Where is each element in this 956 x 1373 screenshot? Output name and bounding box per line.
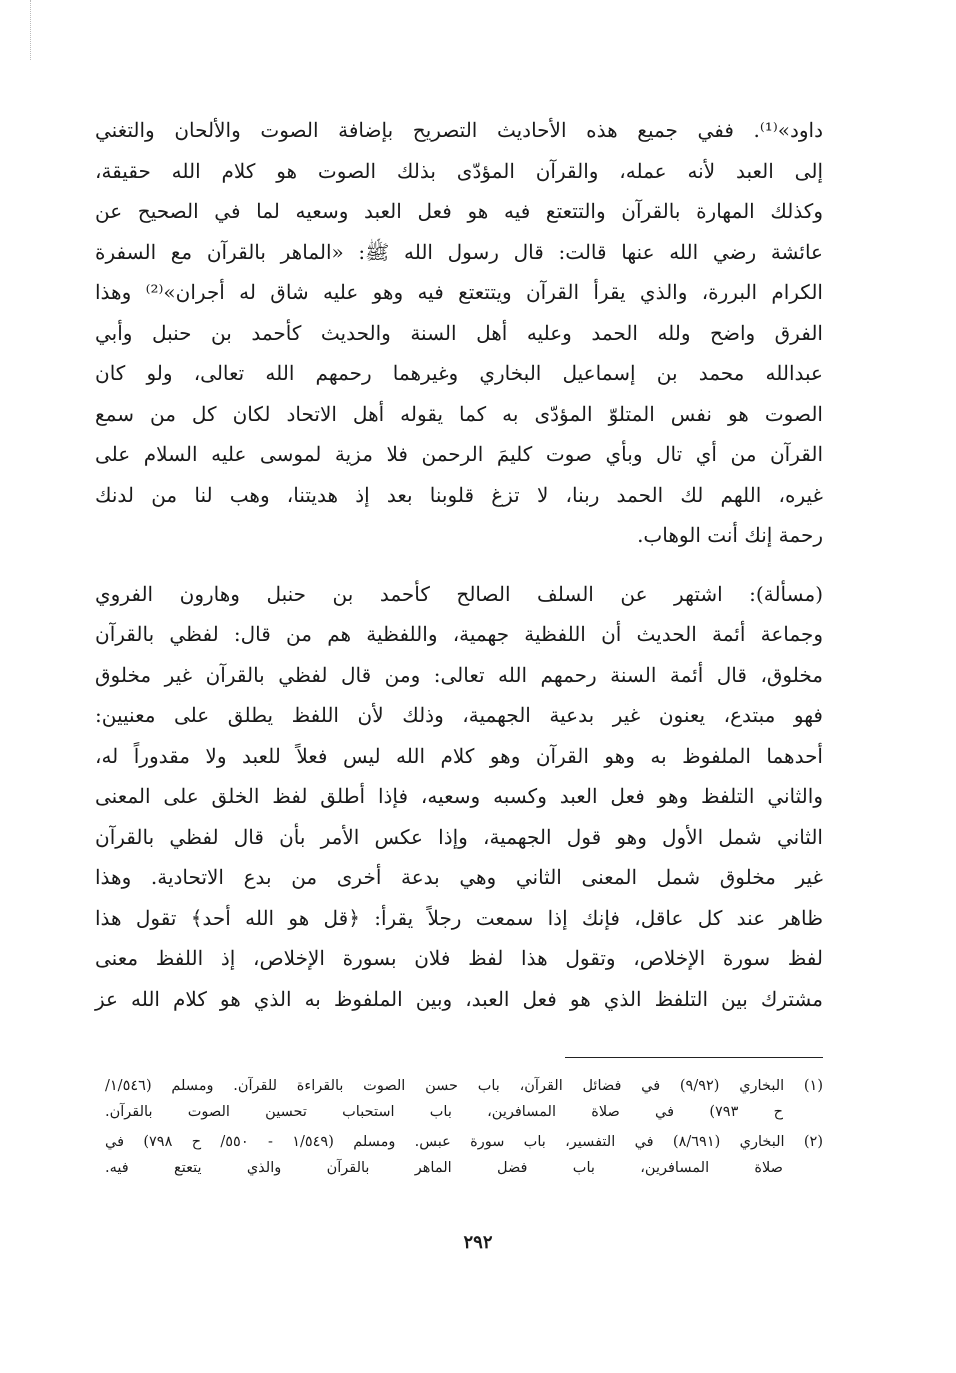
text-line: مشترك بين التلفظ الذي هو فعل العبد، وبين الملفوظ به الذي هو كلام الله عز — [95, 986, 823, 1011]
footnote-2 — [105, 1129, 823, 1181]
text-line: (مسألة): اشتهر عن السلف الصالح كأحمد بن حنبل وهارون الفروي — [95, 581, 823, 606]
text-line: غيره، اللهم لك الحمد ربنا، لا تزغ قلوبنا بعد إذ هديتنا، وهب لنا من لدنك — [95, 482, 823, 507]
footnote-line: (٢) البخاري (٨/٦٩١) في التفسير، باب سورة عبس. ومسلم (١/٥٤٩ - ٥٥٠/ ح ٧٩٨) في — [105, 1134, 823, 1150]
text-line: إلى العبد لأنه عمله، والقرآن المؤدّى بذلك الصوت هو كلام الله حقيقة، — [95, 158, 823, 183]
text-line: الثاني شمل الأول وهو قول الجهمية، وإذا عكس الأمر بأن قال لفظي بالقرآن — [95, 824, 823, 849]
text-line: لفظ سورة الإخلاص، وتقول هذا لفظ فلان بسورة الإخلاص، إذ اللفظ معنى — [95, 946, 823, 970]
footnote-divider — [565, 1057, 823, 1058]
text-line: القرآن من أي تال وبأي صوت كليمَ الرحمن فلا مزية لموسى عليه السلام على — [95, 442, 823, 466]
text-line: فهو مبتدع، يعنون غير بدعية الجهمية، وذلك لأن اللفظ يطلق على معنيين: — [95, 703, 823, 727]
footnote-line: ح ٧٩٣) في صلاة المسافرين، باب استحباب تحسين الصوت بالقرآن. — [105, 1104, 783, 1120]
text-line: غير مخلوق شمل المعنى الثاني وهي بدعة أخرى من بدع الاتحادية. وهذا — [95, 865, 823, 889]
text-line: ظاهر عند كل عاقل، فإنك إذا سمعت رجلاً يقرأ: ﴿قل هو الله أحد﴾ تقول هذا — [95, 905, 823, 930]
footnote-1 — [105, 1073, 823, 1125]
page-number: ٢٩٢ — [463, 1232, 493, 1253]
paragraph-1 — [95, 110, 823, 556]
footnote-line: صلاة المسافرين، باب فضل الماهر بالقرآن والذي يتعتع فيه. — [105, 1160, 783, 1176]
margin-mark — [30, 0, 31, 60]
text-line: الكرام البررة، والذي يقرأ القرآن ويتتعتع فيه وهو عليه شاق له أجران»⁽²⁾ وهذا — [95, 280, 823, 304]
text-line: وكذلك المهارة بالقرآن والتتعتع فيه هو فعل العبد وسعيه لما في الصحيح عن — [95, 199, 823, 223]
text-line: داود»⁽¹⁾. ففي جميع هذه الأحاديث التصريح بإضافة الصوت والألحان والتغني — [95, 118, 823, 142]
text-line: رحمة إنك أنت الوهاب. — [637, 523, 823, 547]
footnote-line: (١) البخاري (٩/٩٢) في فضائل القرآن، باب حسن الصوت بالقراءة للقرآن. ومسلم (١/٥٤٦/ — [105, 1078, 823, 1094]
text-line: وجماعة أئمة الحديث أن اللفظية جهمية، واللفظية هم من قال: لفظي بالقرآن — [95, 622, 823, 646]
text-line: عائشة رضي الله عنها قالت: قال رسول الله ﷺ: «الماهر بالقرآن مع السفرة — [95, 239, 823, 264]
text-line: مخلوق، قال أئمة السنة رحمهم الله تعالى: ومن قال لفظي بالقرآن غير مخلوق — [95, 662, 823, 687]
page-body — [95, 110, 823, 1019]
text-line: الفرق واضح ولله الحمد وعليه أهل السنة والحديث كأحمد بن حنبل وأبي — [95, 320, 823, 345]
footnotes — [105, 1073, 823, 1185]
text-line: أحدهما الملفوظ به وهو القرآن وهو كلام الله ليس فعلاً للعبد ولا مقدوراً له، — [95, 743, 823, 768]
paragraph-2 — [95, 574, 823, 1020]
text-line: والثاني التلفظ وهو فعل العبد وكسبه وسعيه، فإذا أطلق لفظ الخلق على المعنى — [95, 784, 823, 808]
text-line: عبدالله محمد بن إسماعيل البخاري وغيرهما رحمهم الله تعالى، ولو كان — [95, 361, 823, 385]
text-line: الصوت هو نفس المتلوّ المؤدّى به كما يقوله أهل الاتحاد لكان كل من سمع — [95, 401, 823, 426]
